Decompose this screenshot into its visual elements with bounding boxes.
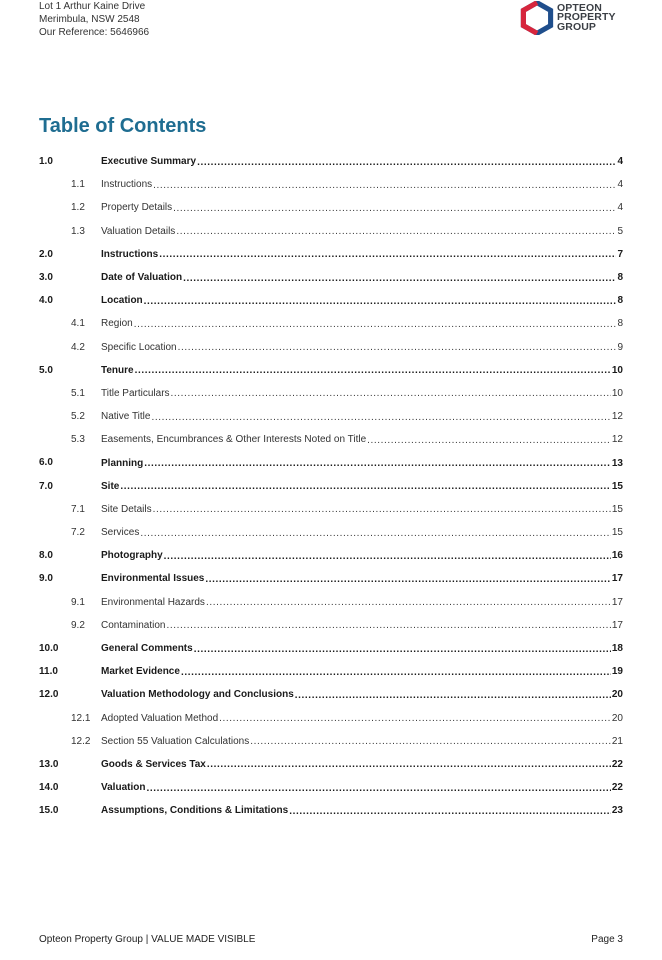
toc-entry-label[interactable]: Instructions xyxy=(101,248,159,260)
toc-dot-leader xyxy=(151,411,610,423)
toc-entry-number: 13.0 xyxy=(39,758,59,770)
toc-entry-label[interactable]: Valuation Details xyxy=(101,225,176,237)
toc-dot-leader xyxy=(120,480,611,492)
toc-entry-page: 12 xyxy=(611,411,623,423)
toc-entry-page: 12 xyxy=(611,434,623,446)
toc-entry-label[interactable]: Location xyxy=(101,295,143,307)
toc-entry-body xyxy=(101,730,623,753)
address-line-1: Lot 1 Arthur Kaine Drive xyxy=(39,1,146,12)
toc-dot-leader xyxy=(194,643,611,655)
toc-entry-body xyxy=(101,707,623,730)
toc-dot-leader xyxy=(146,782,610,794)
toc-entry-page: 4 xyxy=(617,202,623,214)
toc-dot-leader xyxy=(295,689,611,701)
toc-entry-body xyxy=(101,637,623,660)
toc-entry-number: 1.2 xyxy=(71,202,85,214)
logo-line-3: GROUP xyxy=(557,20,597,33)
toc-entry[interactable] xyxy=(39,428,623,451)
toc-entry-page: 10 xyxy=(611,364,623,376)
toc-entry-label[interactable]: General Comments xyxy=(101,643,193,655)
toc-dot-leader xyxy=(153,503,611,515)
toc-entry[interactable] xyxy=(39,614,623,637)
toc-entry-page: 19 xyxy=(611,666,623,678)
toc-entry-label[interactable]: Market Evidence xyxy=(101,666,180,678)
toc-entry-body xyxy=(101,266,623,289)
toc-entry[interactable] xyxy=(39,196,623,219)
toc-entry-label[interactable]: Site xyxy=(101,480,120,492)
toc-entry-page: 4 xyxy=(617,156,623,168)
toc-entry[interactable] xyxy=(39,567,623,590)
toc-entry-number: 7.0 xyxy=(39,480,53,492)
toc-entry-page: 9 xyxy=(617,341,623,353)
toc-entry-number: 12.0 xyxy=(39,689,59,701)
toc-entry[interactable] xyxy=(39,544,623,567)
toc-dot-leader xyxy=(171,387,611,399)
toc-dot-leader xyxy=(166,619,610,631)
toc-entry-body xyxy=(101,544,623,567)
toc-entry[interactable] xyxy=(39,799,623,822)
toc-entry-body xyxy=(101,753,623,776)
toc-entry-page: 20 xyxy=(611,689,623,701)
logo-line-2: PROPERTY xyxy=(557,11,616,24)
toc-entry-body xyxy=(101,776,623,799)
footer-company: Opteon Property Group | VALUE MADE VISIBLE xyxy=(39,934,256,945)
toc-dot-leader xyxy=(367,434,611,446)
toc-entry[interactable] xyxy=(39,637,623,660)
toc-entry-body xyxy=(101,220,623,243)
toc-entry[interactable] xyxy=(39,243,623,266)
toc-entry-label[interactable]: Services xyxy=(101,527,140,539)
toc-entry-page: 22 xyxy=(611,782,623,794)
toc-entry-body xyxy=(101,336,623,359)
toc-entry-number: 6.0 xyxy=(39,457,53,469)
toc-dot-leader xyxy=(135,364,611,376)
toc-entry-body xyxy=(101,521,623,544)
toc-entry[interactable] xyxy=(39,150,623,173)
toc-entry-label[interactable]: Planning xyxy=(101,457,144,469)
toc-entry-page: 8 xyxy=(617,272,623,284)
toc-entry-page: 22 xyxy=(611,758,623,770)
toc-entry-number: 4.2 xyxy=(71,341,85,353)
toc-entry-number: 3.0 xyxy=(39,271,53,283)
toc-dot-leader xyxy=(183,272,616,284)
toc-entry-number: 1.3 xyxy=(71,225,85,237)
toc-entry-number: 8.0 xyxy=(39,550,53,562)
toc-entry[interactable] xyxy=(39,405,623,428)
toc-title: Table of Contents xyxy=(39,115,207,137)
toc-entry-label[interactable]: Executive Summary xyxy=(101,156,197,168)
toc-entry[interactable] xyxy=(39,683,623,706)
toc-entry-page: 15 xyxy=(611,480,623,492)
toc-entry-body xyxy=(101,196,623,219)
toc-entry[interactable] xyxy=(39,220,623,243)
toc-entry-number: 1.0 xyxy=(39,156,53,167)
toc-entry-body xyxy=(101,150,623,173)
toc-entry-label[interactable]: Valuation Methodology and Conclusions xyxy=(101,689,294,701)
toc-dot-leader xyxy=(289,805,611,817)
toc-entry-number: 5.2 xyxy=(71,411,85,423)
toc-entry-label[interactable]: Adopted Valuation Method xyxy=(101,712,219,724)
toc-entry[interactable] xyxy=(39,382,623,405)
toc-entry-label[interactable]: Date of Valuation xyxy=(101,272,183,284)
toc-entry-page: 8 xyxy=(617,318,623,330)
toc-entry-body xyxy=(101,591,623,614)
toc-entry-number: 9.1 xyxy=(71,596,85,608)
toc-entry-page: 5 xyxy=(617,225,623,237)
toc-entry-body xyxy=(101,405,623,428)
toc-entry[interactable] xyxy=(39,776,623,799)
toc-dot-leader xyxy=(134,318,617,330)
table-of-contents xyxy=(39,150,623,822)
toc-entry-label[interactable]: Contamination xyxy=(101,619,166,631)
toc-entry-label[interactable]: Environmental Issues xyxy=(101,573,205,585)
toc-entry-body xyxy=(101,614,623,637)
toc-entry-label[interactable]: Assumptions, Conditions & Limitations xyxy=(101,805,289,817)
opteon-hexagon-logo-icon xyxy=(520,1,554,35)
toc-dot-leader xyxy=(140,527,611,539)
toc-entry-number: 7.2 xyxy=(71,527,85,538)
footer-page-number: Page 3 xyxy=(591,934,623,945)
toc-entry-page: 15 xyxy=(611,503,623,515)
toc-dot-leader xyxy=(181,666,611,678)
toc-entry-number: 11.0 xyxy=(39,666,58,678)
toc-entry-label[interactable]: Tenure xyxy=(101,364,134,376)
logo-wordmark xyxy=(557,1,616,33)
toc-entry-label[interactable]: Property Details xyxy=(101,202,173,214)
toc-entry-body xyxy=(101,289,623,312)
toc-entry-page: 17 xyxy=(611,619,623,631)
toc-dot-leader xyxy=(250,735,611,747)
toc-entry[interactable] xyxy=(39,591,623,614)
toc-entry-label[interactable]: Native Title xyxy=(101,411,151,423)
toc-entry-label[interactable]: Site Details xyxy=(101,503,152,515)
toc-entry-number: 5.1 xyxy=(71,387,85,399)
address-block xyxy=(39,0,149,39)
opteon-logo xyxy=(520,0,630,36)
toc-dot-leader xyxy=(159,248,616,260)
toc-dot-leader xyxy=(197,156,616,168)
toc-entry-body xyxy=(101,660,623,683)
toc-entry[interactable] xyxy=(39,707,623,730)
toc-entry-number: 4.1 xyxy=(71,318,85,330)
toc-entry-label[interactable]: Title Particulars xyxy=(101,387,170,399)
toc-entry[interactable] xyxy=(39,753,623,776)
toc-entry-number: 9.2 xyxy=(71,619,85,631)
toc-entry-number: 15.0 xyxy=(39,805,59,817)
toc-entry-label[interactable]: Goods & Services Tax xyxy=(101,758,206,770)
toc-entry-page: 18 xyxy=(611,643,623,655)
toc-dot-leader xyxy=(178,341,617,353)
toc-entry-number: 10.0 xyxy=(39,642,59,654)
toc-entry-page: 7 xyxy=(617,248,623,260)
toc-entry-label[interactable]: Specific Location xyxy=(101,341,177,353)
toc-entry-body xyxy=(101,567,623,590)
toc-entry-body xyxy=(101,498,623,521)
toc-entry[interactable] xyxy=(39,475,623,498)
toc-entry-number: 14.0 xyxy=(39,782,59,794)
toc-entry-label[interactable]: Environmental Hazards xyxy=(101,596,205,608)
toc-entry-number: 12.2 xyxy=(71,735,91,747)
toc-entry[interactable] xyxy=(39,521,623,544)
toc-entry-page: 10 xyxy=(611,387,623,399)
toc-entry[interactable] xyxy=(39,312,623,335)
toc-dot-leader xyxy=(164,550,611,562)
toc-entry-body xyxy=(101,799,623,822)
toc-entry-page: 13 xyxy=(611,457,623,469)
toc-dot-leader xyxy=(144,295,617,307)
toc-entry-body xyxy=(101,451,623,474)
toc-dot-leader xyxy=(173,202,616,214)
toc-entry-body xyxy=(101,382,623,405)
toc-entry[interactable] xyxy=(39,730,623,753)
toc-entry-page: 21 xyxy=(611,735,623,747)
toc-entry-label[interactable]: Photography xyxy=(101,550,163,562)
toc-dot-leader xyxy=(153,179,616,191)
toc-entry-number: 1.1 xyxy=(71,179,85,191)
toc-entry[interactable] xyxy=(39,289,623,312)
logo-line-1: OPTEON xyxy=(557,1,602,14)
toc-entry-number: 5.3 xyxy=(71,434,85,446)
toc-entry-page: 17 xyxy=(611,573,623,585)
toc-dot-leader xyxy=(176,225,616,237)
toc-entry-label[interactable]: Easements, Encumbrances & Other Interests Noted on Title xyxy=(101,434,367,446)
toc-entry-page: 23 xyxy=(611,805,623,817)
toc-entry-label[interactable]: Section 55 Valuation Calculations xyxy=(101,735,250,747)
toc-entry-label[interactable]: Valuation xyxy=(101,782,146,794)
toc-dot-leader xyxy=(205,573,611,585)
toc-entry-page: 16 xyxy=(611,550,623,562)
toc-entry[interactable] xyxy=(39,266,623,289)
toc-entry-number: 9.0 xyxy=(39,573,53,585)
toc-entry-body xyxy=(101,173,623,196)
toc-entry-label[interactable]: Instructions xyxy=(101,179,153,191)
toc-entry[interactable] xyxy=(39,451,623,474)
toc-dot-leader xyxy=(207,758,611,770)
toc-entry[interactable] xyxy=(39,660,623,683)
toc-entry-number: 7.1 xyxy=(71,503,85,515)
toc-entry-number: 5.0 xyxy=(39,364,53,376)
toc-entry-body xyxy=(101,683,623,706)
toc-entry-number: 12.1 xyxy=(71,712,91,724)
toc-entry-body xyxy=(101,475,623,498)
toc-entry[interactable] xyxy=(39,173,623,196)
toc-entry-body xyxy=(101,312,623,335)
toc-entry-label[interactable]: Region xyxy=(101,318,133,330)
address-line-2: Merimbula, NSW 2548 xyxy=(39,14,140,25)
toc-dot-leader xyxy=(219,712,611,724)
toc-entry-body xyxy=(101,359,623,382)
toc-entry[interactable] xyxy=(39,498,623,521)
toc-entry-page: 8 xyxy=(617,295,623,307)
reference-line: Our Reference: 5646966 xyxy=(39,27,150,38)
toc-entry-page: 20 xyxy=(611,712,623,724)
toc-entry-page: 15 xyxy=(611,527,623,539)
toc-entry-body xyxy=(101,428,623,451)
toc-entry-page: 17 xyxy=(611,596,623,608)
toc-dot-leader xyxy=(206,596,611,608)
toc-entry[interactable] xyxy=(39,336,623,359)
toc-entry[interactable] xyxy=(39,359,623,382)
toc-entry-number: 2.0 xyxy=(39,248,53,260)
toc-entry-page: 4 xyxy=(617,179,623,191)
toc-entry-body xyxy=(101,243,623,266)
toc-dot-leader xyxy=(144,457,611,469)
toc-entry-number: 4.0 xyxy=(39,295,53,307)
